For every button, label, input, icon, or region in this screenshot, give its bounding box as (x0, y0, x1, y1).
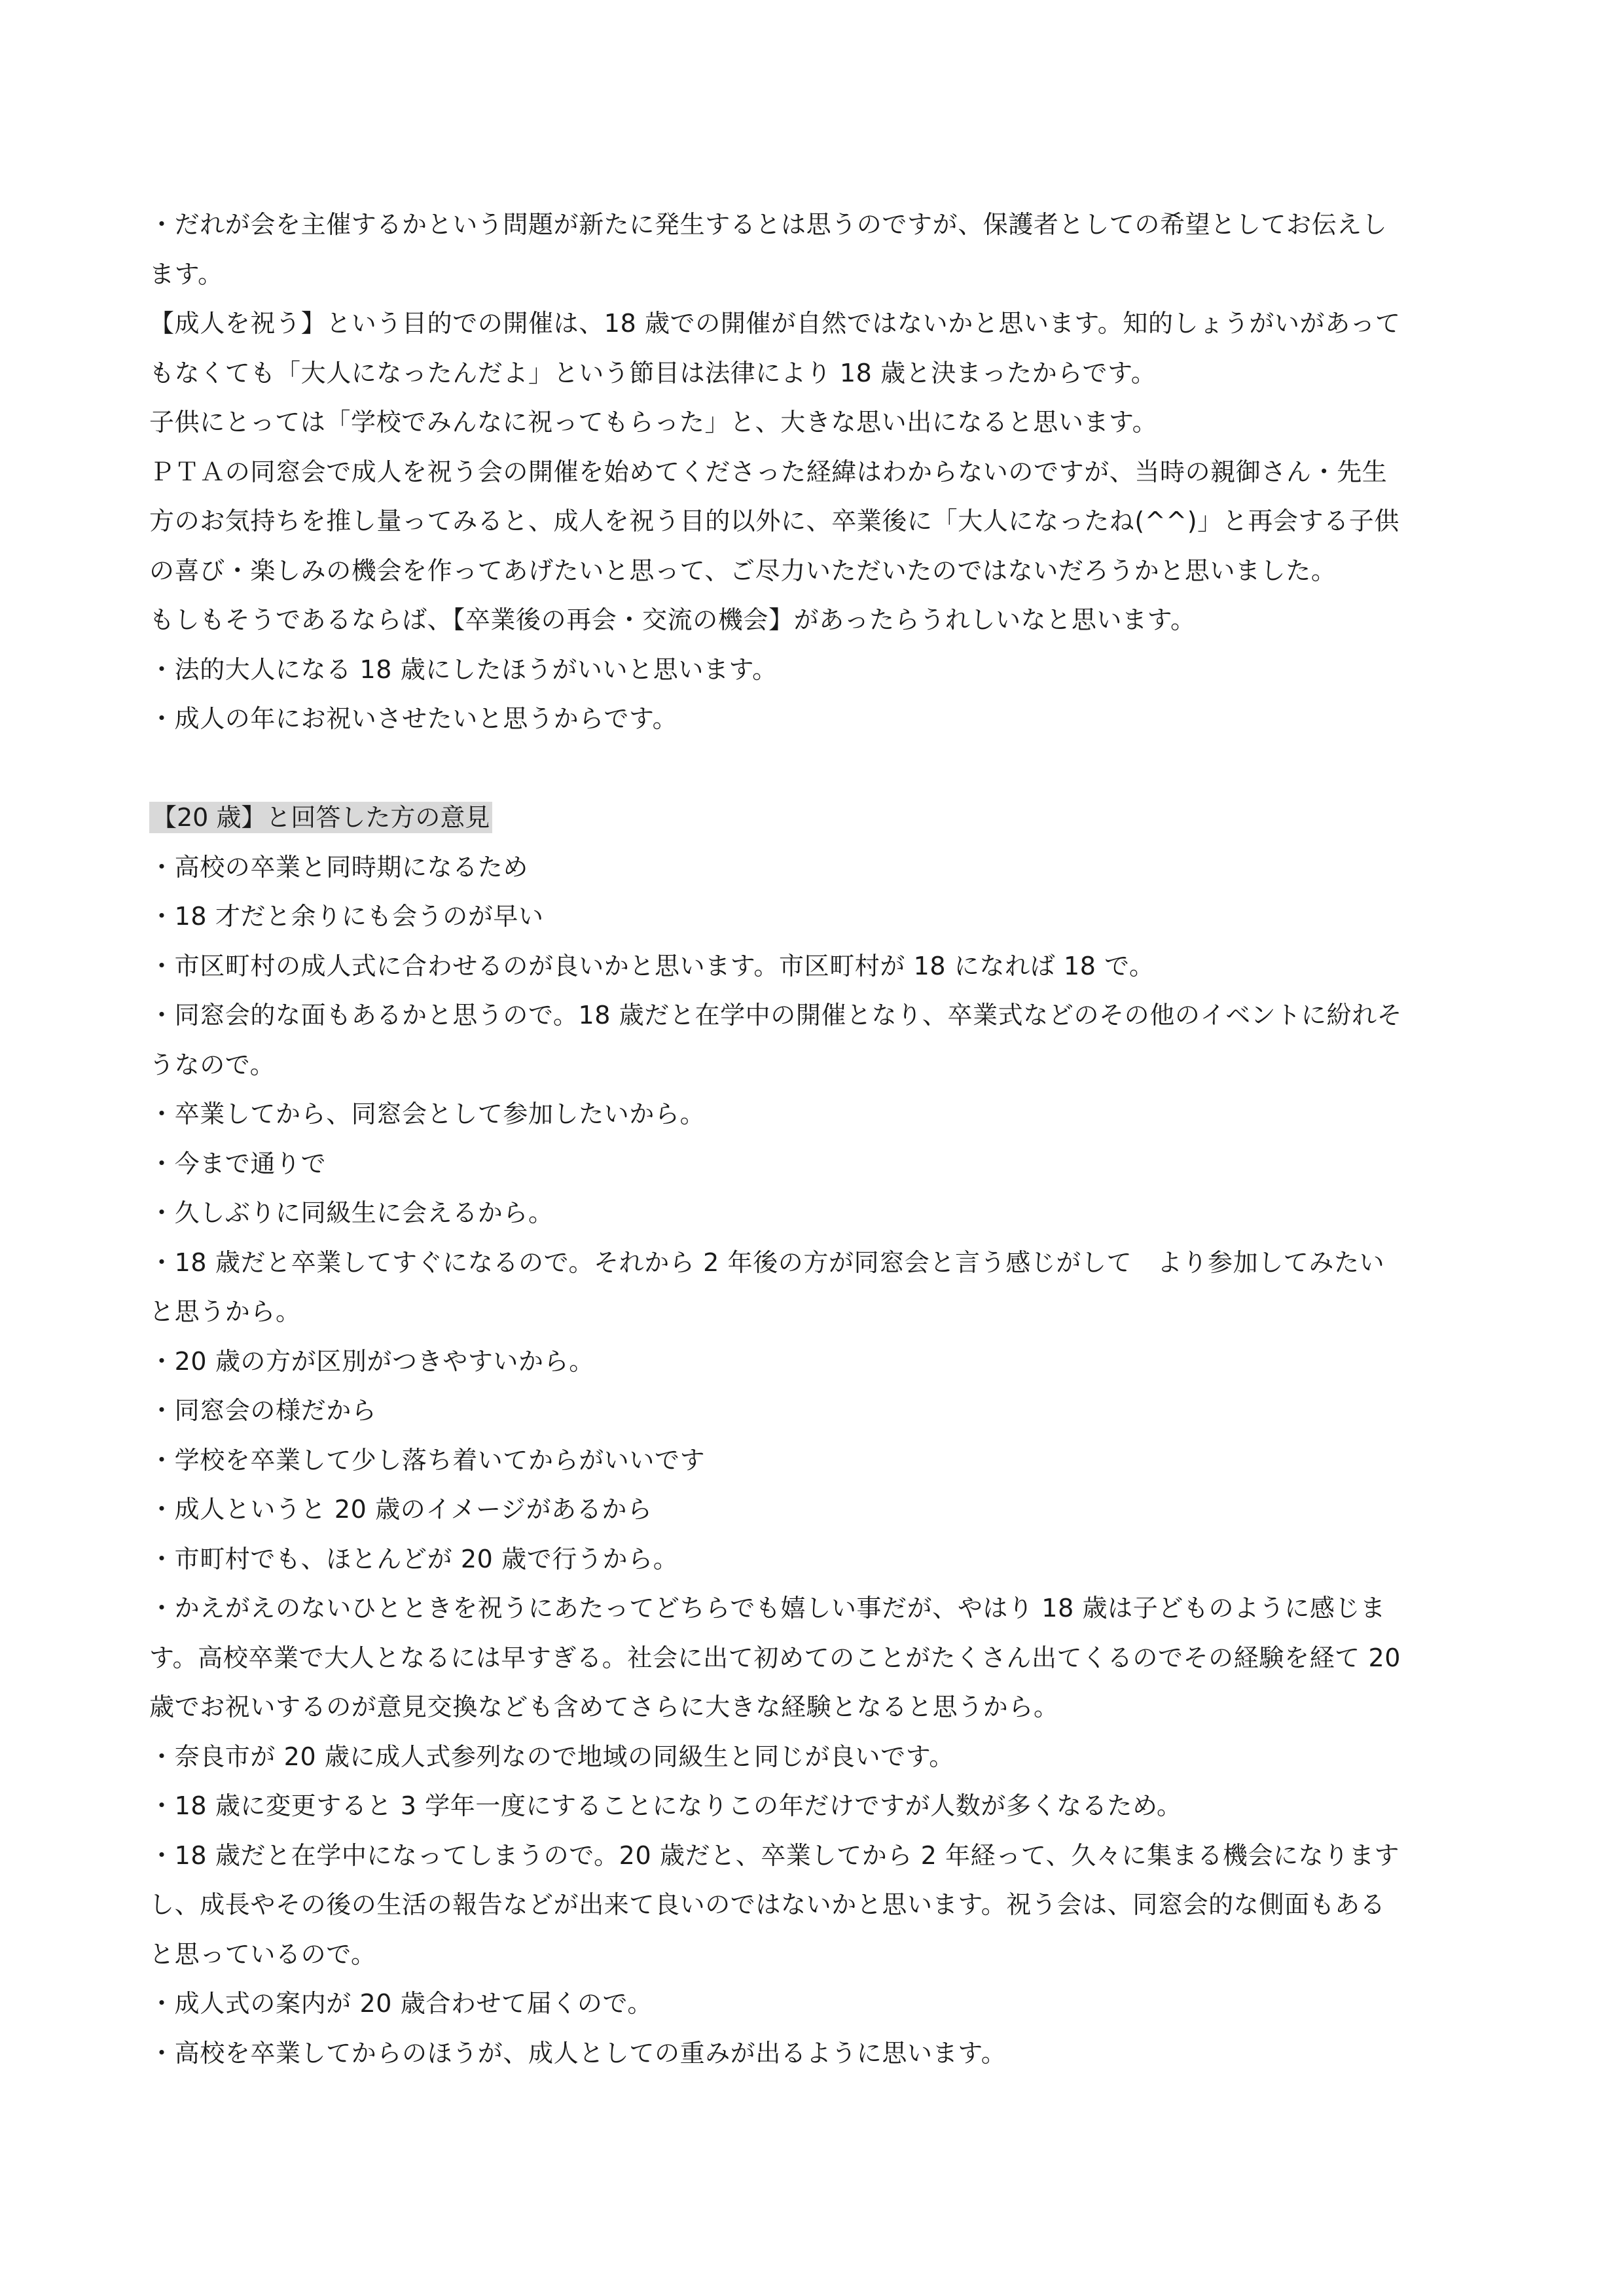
text-line: 子供にとっては「学校でみんなに祝ってもらった」と、大きな思い出になると思います。 (149, 408, 1158, 437)
text-line: ・18 歳に変更すると 3 学年一度にすることになりこの年だけですが人数が多くなるため。 (149, 1791, 1182, 1820)
text-line: ・市町村でも、ほとんどが 20 歳で行うから。 (149, 1544, 679, 1573)
text-line: と思っているので。 (149, 1939, 376, 1969)
text-line: ・法的大人になる 18 歳にしたほうがいいと思います。 (149, 655, 778, 684)
text-line: ・高校の卒業と同時期になるため (149, 852, 529, 882)
text-line: ・18 才だと余りにも会うのが早い (149, 902, 544, 931)
text-line: ・市区町村の成人式に合わせるのが良いかと思います。市区町村が 18 になれば 18 で。 (149, 951, 1155, 980)
blank-line (149, 744, 1478, 794)
text-line: ・久しぶりに同級生に会えるから。 (149, 1198, 554, 1227)
text-line: ＰＴＡの同窓会で成人を祝う会の開催を始めてくださった経緯はわからないのですが、当時の親御さん・先生 (149, 457, 1388, 486)
text-line: ・同窓会的な面もあるかと思うので。18 歳だと在学中の開催となり、卒業式などのその他のイベントに紛れそ (149, 1001, 1403, 1030)
text-line: ・高校を卒業してからのほうが、成人としての重みが出るように思います。 (149, 2038, 1007, 2068)
text-line: と思うから。 (149, 1297, 301, 1326)
text-line: もなくても「大人になったんだよ」という節目は法律により 18 歳と決まったからです。 (149, 358, 1157, 387)
opinion-section-18 (149, 200, 1478, 744)
text-line: うなので。 (149, 1050, 276, 1079)
text-line: 歳でお祝いするのが意見交換なども含めてさらに大きな経験となると思うから。 (149, 1693, 1059, 1721)
text-line: ます。 (149, 259, 223, 289)
document-page (149, 200, 1478, 2078)
text-line: ・学校を卒業して少し落ち着いてからがいいです (149, 1445, 706, 1475)
text-line: す。高校卒業で大人となるには早すぎる。社会に出て初めてのことがたくさん出てくるのでその経験を経て 20 (149, 1643, 1401, 1672)
text-line: の喜び・楽しみの機会を作ってあげたいと思って、ご尽力いただいたのではないだろうかと思いました。 (149, 556, 1337, 585)
opinion-section-20 (149, 843, 1478, 2079)
text-line: ・同窓会の様だから (149, 1396, 377, 1425)
text-line: ・卒業してから、同窓会として参加したいから。 (149, 1100, 706, 1128)
text-line: ・20 歳の方が区別がつきやすいから。 (149, 1346, 594, 1376)
text-line: ・18 歳だと卒業してすぐになるので。それから 2 年後の方が同窓会と言う感じがして より参加してみたい (149, 1247, 1385, 1277)
text-line: ・成人というと 20 歳のイメージがあるから (149, 1495, 653, 1524)
text-line: ・18 歳だと在学中になってしまうので。20 歳だと、卒業してから 2 年経って、久々に集まる機会になります (149, 1840, 1400, 1870)
section-heading-20: 【20 歳】と回答した方の意見 (149, 802, 492, 833)
section-heading-wrapper (149, 793, 1478, 843)
text-line: ・今まで通りで (149, 1149, 327, 1178)
text-line: ・かえがえのないひとときを祝うにあたってどちらでも嬉しい事だが、やはり 18 歳は子どものように感じま (149, 1594, 1386, 1623)
text-line: ・奈良市が 20 歳に成人式参列なので地域の同級生と同じが良いです。 (149, 1742, 954, 1771)
text-line: ・成人の年にお祝いさせたいと思うからです。 (149, 704, 678, 733)
text-line: ・成人式の案内が 20 歳合わせて届くので。 (149, 1989, 653, 2018)
text-line: 【成人を祝う】という目的での開催は、18 歳での開催が自然ではないかと思います。知的しょうがいがあって (149, 309, 1401, 338)
text-line: もしもそうであるならば、【卒業後の再会・交流の機会】があったらうれしいなと思います。 (149, 605, 1196, 634)
text-line: ・だれが会を主催するかという問題が新たに発生するとは思うのですが、保護者としての希望としてお伝えし (149, 210, 1388, 239)
text-line: 方のお気持ちを推し量ってみると、成人を祝う目的以外に、卒業後に「大人になったね(^^)」と再会する子供 (149, 507, 1399, 535)
text-line: し、成長やその後の生活の報告などが出来て良いのではないかと思います。祝う会は、同窓会的な側面もある (149, 1890, 1386, 1919)
